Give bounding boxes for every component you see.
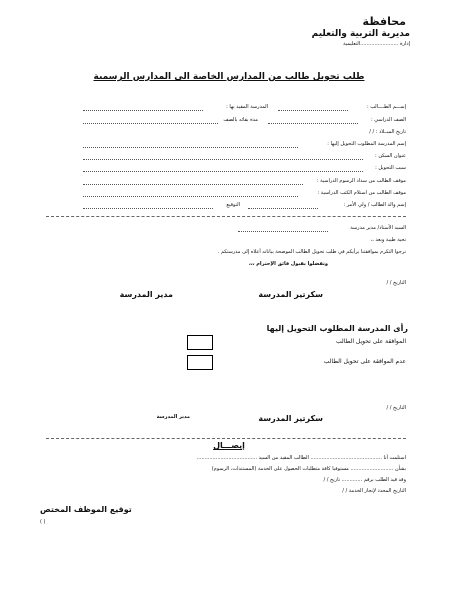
books-status-field[interactable] — [83, 196, 298, 197]
guardian-name-field[interactable] — [248, 208, 318, 209]
completion-date-text: التاريخ المحدد لإنجاز الخدمة / / — [342, 488, 406, 494]
approve-label: الموافقة على تحويل الطالب — [336, 338, 406, 345]
principal-label: مدير المدرسة — [119, 290, 173, 299]
request-text: نرجوا التكرم بموافقتنا برأيكم في طلب تحويل الطالب الموضحة بياناته أعلاه إلى مدرستكم . — [217, 249, 406, 255]
student-name-label: إســـم الطــــالب : — [367, 104, 406, 110]
date-label: التاريخ / / — [386, 280, 406, 286]
secretary-label: سكرتير المدرسة — [258, 290, 323, 299]
closing-text: وتفضلوا بقبول فائق الإحترام ،،، — [248, 261, 328, 267]
official-signature-label: توقيع الموظف المختص — [40, 505, 132, 514]
approve-checkbox[interactable] — [187, 335, 213, 350]
to-principal-label: السيد الأستاذ/ مدير مدرسة — [350, 225, 406, 231]
opinion-heading: رأى المدرسة المطلوب التحويل إليها — [266, 324, 408, 333]
signature-label: التوقيع — [226, 202, 240, 208]
official-signature-field[interactable]: ( ) — [40, 519, 46, 525]
guardian-name-label: إسم والد الطالب / ولي الأمر : — [343, 202, 406, 208]
directorate-label: مديرية التربية والتعليم — [311, 29, 410, 39]
books-status-label: موقف الطالب من استلام الكتب الدراسية : — [317, 190, 406, 196]
reject-checkbox[interactable] — [187, 355, 213, 370]
student-name-field[interactable] — [278, 110, 348, 111]
address-label: عنوان السكن : — [375, 153, 406, 159]
grade-field[interactable] — [268, 123, 358, 124]
receipt-divider — [46, 438, 406, 439]
fees-status-field[interactable] — [83, 184, 303, 185]
duration-label: مدة بقائه بالصف — [223, 117, 258, 123]
department-label: إدارة ........................التعليمية — [343, 41, 410, 47]
opinion-date-label: التاريخ / / — [386, 405, 406, 411]
form-title: طلب تحويل طالب من المدارس الخاصة الى المدارس الرسمية — [93, 72, 365, 82]
address-field[interactable] — [83, 159, 363, 160]
receipt-heading: إيصـــال — [213, 441, 245, 450]
transfer-reason-label: سبب التحويل : — [375, 165, 406, 171]
current-school-label: المدرسة المقيد بها : — [226, 104, 268, 110]
target-school-field[interactable] — [83, 147, 298, 148]
grade-label: الصف الدراسي : — [371, 117, 406, 123]
governorate-label: محافظة — [362, 15, 406, 28]
fees-status-label: موقف الطالب من سداد الرسوم الدراسية : — [316, 178, 406, 184]
opinion-principal-label: مدير المدرسة — [156, 414, 190, 420]
received-from-text: استلمت أنا ............................................. الطالب المقيد من السيد ...................................... — [196, 455, 406, 461]
opinion-secretary-label: سكرتير المدرسة — [258, 414, 323, 423]
transfer-reason-field[interactable] — [83, 171, 363, 172]
greeting-text: تحية طيبة وبعد ،، — [370, 237, 406, 243]
reject-label: عدم الموافقة على تحويل الطالب — [323, 358, 406, 365]
principal-school-field[interactable] — [238, 231, 328, 232]
receipt-number-text: وقد قيد الطلب برقم ............. تاريخ / / — [323, 477, 406, 483]
signature-field[interactable] — [83, 208, 213, 209]
section-divider — [46, 216, 406, 217]
duration-field[interactable] — [83, 123, 218, 124]
birth-date-label: تاريخ الميــلاد : / / — [369, 129, 406, 135]
recipient-text: بشأن ........................... مستوفيا كافة متطلبات الحصول على الخدمة (المستندات، الرسوم) — [211, 466, 406, 472]
current-school-field[interactable] — [83, 110, 203, 111]
target-school-label: إسم المدرسة المطلوب التحويل إليها : — [327, 141, 406, 147]
